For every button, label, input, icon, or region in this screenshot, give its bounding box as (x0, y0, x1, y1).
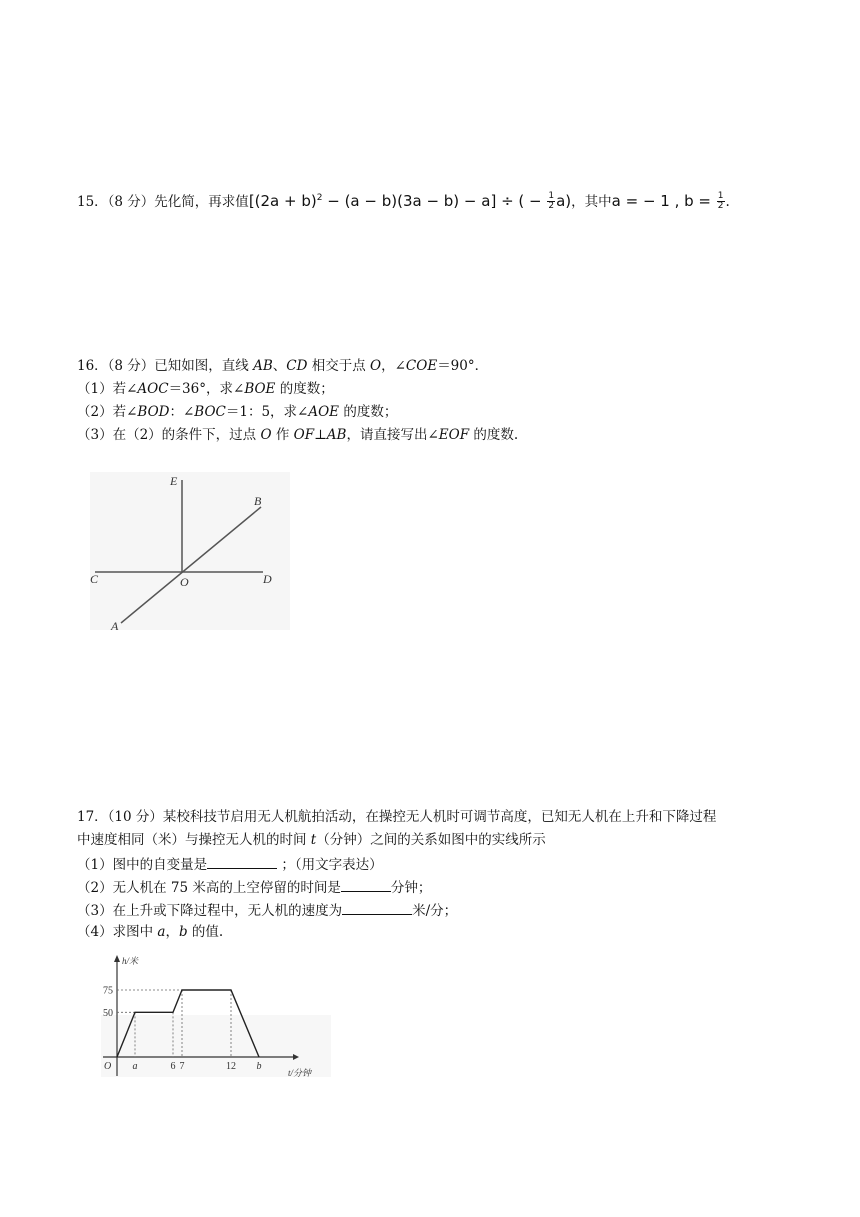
q15-cond-a: a = − 1 , b = (611, 192, 716, 210)
q16-l3-text3: ＝1：5，求∠ (225, 404, 309, 420)
q17-l6-text2: 的值. (187, 924, 224, 940)
q17-l2-t: t (310, 832, 317, 848)
q16-l4-text2: 作 (271, 427, 294, 443)
q16-l1-text: 16．（8 分）已知如图，直线 (77, 358, 254, 374)
q17-l6-b: b (178, 924, 188, 940)
x-tick-label: 12 (226, 1061, 236, 1072)
q16-l4-text3: ，请直接写出∠ (346, 427, 439, 443)
label-o: O (180, 575, 189, 589)
x-tick-label: a (132, 1061, 138, 1072)
q17-l5-text2: 米/分； (412, 903, 458, 919)
y-axis-arrow (114, 955, 120, 962)
q17-line1 (77, 808, 716, 826)
q16-l4-text4: 的度数. (469, 427, 519, 443)
q16-l3-text4: 的度数； (339, 404, 398, 420)
q15-expr-part3: a) (556, 192, 572, 210)
q16-l2-boe: BOE (244, 381, 276, 397)
q16-l1-coe: COE (405, 358, 438, 374)
q16-l2-text2: ＝36°，求∠ (168, 381, 245, 397)
q16-l4-ab: AB (326, 427, 347, 443)
q15-cond-frac-num: 1 (717, 191, 724, 201)
q16-l4-of: OF (293, 427, 315, 443)
q16-l3-bod: BOD (137, 404, 170, 420)
q15-frac-den: 2 (548, 201, 555, 211)
q15-cond-fraction (717, 192, 725, 211)
q16-figure (88, 470, 298, 635)
y-tick-label: 75 (103, 985, 113, 997)
q16-l1-text3: ，∠ (381, 358, 406, 374)
q16-l1-o: O (370, 358, 382, 374)
q17-l1-text: 17．（10 分）某校科技节启用无人机航拍活动，在操控无人机时可调节高度，已知无人机在上升和下降过程 (77, 809, 717, 825)
q17-l2-text: 中速度相同（米）与操控无人机的时间 (77, 832, 311, 848)
q17-line6 (77, 923, 223, 941)
label-d: D (263, 572, 272, 586)
q15-cond-frac-den: 2 (717, 201, 724, 211)
q16-l2-text3: 的度数； (275, 381, 334, 397)
q16-l4-eof: EOF (438, 427, 470, 443)
x-tick-label: 6 (170, 1061, 176, 1072)
q17-l5-text: （3）在上升或下降过程中，无人机的速度为 (77, 903, 343, 919)
q17-line2 (77, 831, 546, 849)
q16-l3-text2: ：∠ (169, 404, 195, 420)
q16-line4 (77, 426, 518, 444)
label-c: C (90, 572, 99, 586)
q16-l1-ab: AB (253, 358, 273, 374)
q15-cond-values (612, 192, 726, 210)
q15-exponent: 2 (316, 193, 323, 203)
q17-blank-3[interactable] (342, 900, 412, 915)
label-b: B (254, 494, 262, 508)
q17-l6-text: （4）求图中 (77, 924, 158, 940)
q17-l2-text2: （分钟）之间的关系如图中的实线所示 (316, 832, 546, 848)
q17-l3-text2: ；（用文字表达） (281, 857, 383, 873)
q16-line1 (77, 357, 488, 375)
origin-label: O (104, 1061, 112, 1072)
q17-line5 (77, 900, 457, 920)
q17-line4 (77, 877, 431, 897)
q17-blank-2[interactable] (341, 877, 391, 892)
q15-cond: ，其中 (571, 194, 612, 210)
x-axis-label: t/分钟 (288, 1068, 312, 1078)
q15-expr-part1: [(2a + b) (248, 192, 317, 210)
label-e: E (170, 474, 178, 488)
q17-l4-text: （2）无人机在 75 米高的上空停留的时间是 (77, 880, 341, 896)
q16-l4-o: O (260, 427, 272, 443)
q15-frac-num: 1 (548, 191, 555, 201)
label-a: A (111, 619, 119, 633)
q15-cond-end: . (725, 194, 730, 210)
q16-l2-text: （1）若∠ (77, 381, 138, 397)
q15-prefix: 15．（8 分）先化简，再求值 (77, 194, 249, 210)
q15-line (77, 189, 730, 211)
q16-l3-text: （2）若∠ (77, 404, 138, 420)
q16-l4-perp: ⊥ (314, 427, 327, 443)
x-tick-label: b (256, 1061, 262, 1072)
q15-expr-part2: − (a − b)(3a − b) − a] ÷ ( − (322, 192, 547, 210)
q17-l4-text2: 分钟； (390, 880, 432, 896)
q16-l1-text2: 相交于点 (307, 358, 371, 374)
q16-l1-cd: CD (286, 358, 308, 374)
q16-line3 (77, 403, 397, 421)
x-tick-label: 7 (179, 1061, 185, 1072)
q16-l1-sep: 、 (272, 358, 287, 374)
q17-l3-text: （1）图中的自变量是 (77, 857, 208, 873)
q16-l2-aoc: AOC (137, 381, 169, 397)
q17-chart (95, 950, 340, 1080)
q17-l6-a: a (157, 924, 166, 940)
q16-l3-boc: BOC (194, 404, 226, 420)
q16-l3-aoe: AOE (308, 404, 340, 420)
q16-line2 (77, 380, 334, 398)
q16-l1-text4: ＝90°． (437, 358, 489, 374)
q16-l4-text: （3）在（2）的条件下，过点 (77, 427, 261, 443)
q15-expression (249, 192, 571, 210)
q17-line3 (77, 854, 383, 874)
q15-fraction (547, 192, 555, 211)
y-axis-label: h/米 (122, 956, 139, 966)
y-tick-label: 50 (103, 1007, 113, 1019)
q17-l6-sep: ， (165, 924, 179, 940)
q17-blank-1[interactable] (207, 854, 277, 869)
